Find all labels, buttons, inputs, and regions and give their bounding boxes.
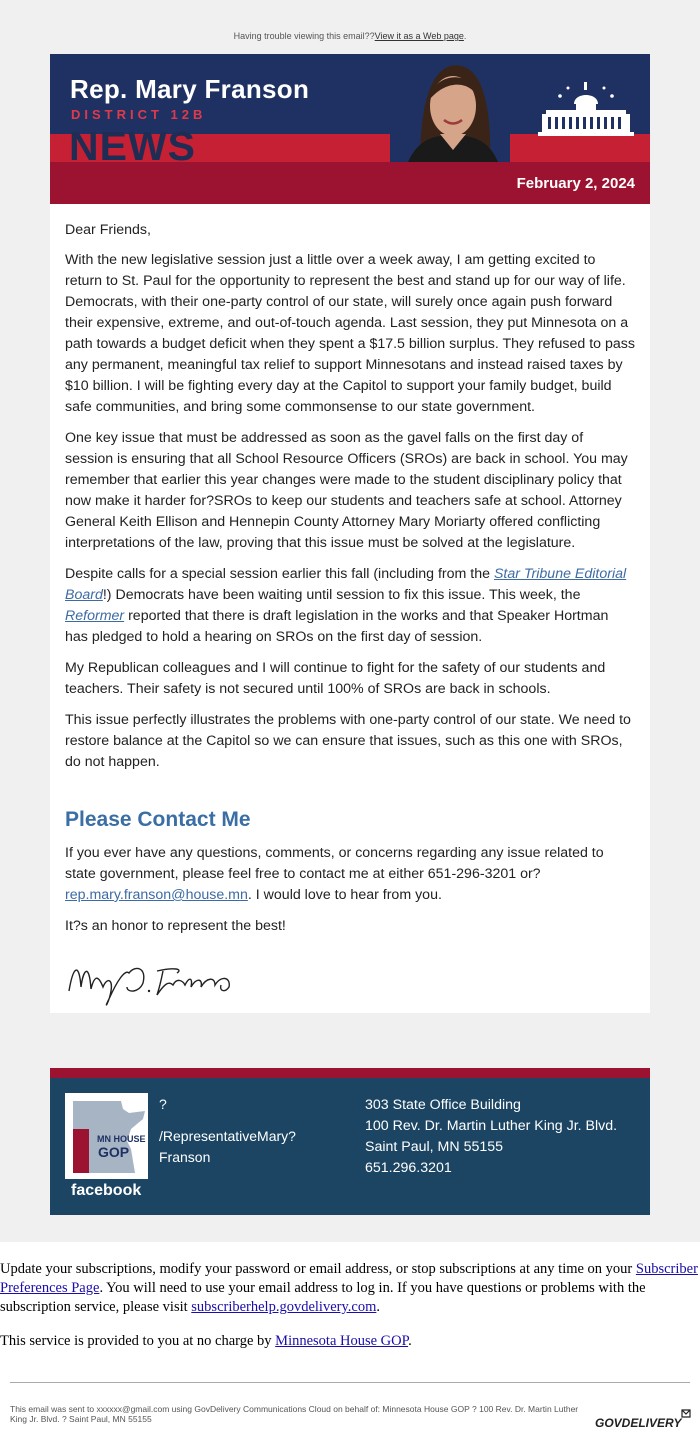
paragraph-one-party-control: This issue perfectly illustrates the problems with one-party control of our state. We need to restore balance at the Capitol so we can ensure that issues, such as this one with SROs, do not happen. — [65, 712, 631, 770]
office-address — [365, 1095, 617, 1179]
text-span: If you ever have any questions, comments, or concerns regarding any issue related to state government, please feel free to contact me at either 651-296-3201 or? — [65, 845, 604, 882]
text-span: . You will need to use your email address to log in. If you have questions or problems with the subscription service, please visit — [0, 1280, 646, 1315]
greeting: Dear Friends, — [65, 222, 151, 238]
paragraph-legislative-session: With the new legislative session just a little over a week away, I am getting excited to return to St. Paul for the opportunity to represent the best and stand up for our way of life. Democrats, with their one-party control of our state, will surely once again push forward their expensive, extreme, and out-of-touch agenda. Last session, they put Minnesota on a path towards a budget deficit when they spent a $17.5 billion surplus. They refused to pass any permanent, meaningful tax relief to support Minnesotans and instead raised taxes by $10 billion. I will be fighting every day at the Capitol to support your family budget, build safe communities, and bring some commonsense to our state government. — [65, 252, 635, 415]
banner-district: DISTRICT 12B — [71, 107, 207, 122]
subscription-info — [0, 1260, 700, 1351]
preheader-suffix: . — [463, 31, 467, 41]
newsletter-date: February 2, 2024 — [516, 175, 635, 192]
paragraph-republican-colleagues: My Republican colleagues and I will continue to fight for the safety of our students and teachers. Their safety is not secured until 100% of SROs are back in schools. — [65, 660, 606, 697]
sent-to-note: This email was sent to xxxxxx@gmail.com using GovDelivery Communications Cloud on behalf of: Minnesota House GOP ? 100 Rev. Dr. Martin Luther King Jr. Blvd. ? Saint Paul, MN 55155 — [10, 1404, 579, 1424]
logo-text-mn-house: MN HOUSE — [97, 1134, 146, 1144]
divider — [10, 1382, 690, 1383]
mn-house-gop-logo[interactable] — [65, 1093, 148, 1179]
reformer-link[interactable]: Reformer — [65, 608, 125, 624]
text-span: Update your subscriptions, modify your password or email address, or stop subscriptions at any time on your — [0, 1261, 636, 1277]
facebook-label[interactable]: facebook — [71, 1182, 142, 1199]
view-web-page-link[interactable]: View it as a Web page — [374, 31, 464, 41]
subscription-text — [0, 1260, 700, 1317]
subscriber-help-link[interactable]: subscriberhelp.govdelivery.com — [191, 1299, 377, 1315]
preheader — [0, 31, 700, 41]
address-line: Saint Paul, MN 55155 — [365, 1139, 504, 1155]
footer-panel — [50, 1078, 650, 1215]
banner-title: Rep. Mary Franson — [70, 74, 310, 104]
text-span: reported that there is draft legislation in the works and that Speaker Hortman has pledged to hold a hearing on SROs on the first day of session. — [65, 608, 609, 645]
banner-news: NEWS — [69, 123, 196, 169]
govdelivery-logo-text: GOVDELIVERY — [595, 1416, 682, 1430]
signature-image — [65, 947, 245, 1013]
service-text — [0, 1332, 700, 1351]
text-span: . I would love to hear from you. — [247, 887, 442, 903]
footer — [50, 1068, 650, 1215]
text-span: !) Democrats have been waiting until session to fix this issue. This week, the — [102, 587, 581, 603]
subscriber-preferences-link[interactable]: Subscriber Preferences Page — [0, 1261, 698, 1296]
email-container — [50, 54, 650, 1013]
govdelivery-logo[interactable] — [594, 1408, 692, 1432]
email-link[interactable]: rep.mary.franson@house.mn — [65, 887, 248, 903]
paragraph-special-session — [65, 564, 635, 648]
header-banner — [50, 54, 650, 204]
contact-heading: Please Contact Me — [65, 808, 251, 831]
facebook-icon-placeholder: ? — [159, 1096, 167, 1112]
star-tribune-link[interactable]: Star Tribune Editorial Board — [65, 566, 627, 603]
text-span: . — [376, 1299, 380, 1315]
address-line: 100 Rev. Dr. Martin Luther King Jr. Blvd. — [365, 1118, 618, 1134]
logo-text-gop: GOP — [98, 1144, 130, 1160]
paragraph-sros: One key issue that must be addressed as soon as the gavel falls on the first day of session is ensuring that all School Resource Officers (SROs) are back in school. You may remember that earlier this year changes were made to the student disciplinary policy that now make it harder for?SROs to keep our students and teachers safe at school. Attorney General Keith Ellison and Hennepin County Attorney Mary Moriarty offered conflicting interpretations of the law, proving that this issue must be solved at the legislature. — [65, 430, 628, 551]
phone-number: 651.296.3201 — [365, 1160, 452, 1176]
portrait-photo — [390, 54, 510, 162]
minnesota-house-gop-link[interactable]: Minnesota House GOP — [275, 1333, 409, 1349]
text-span: This service is provided to you at no charge by — [0, 1333, 276, 1349]
capitol-icon — [538, 80, 634, 136]
facebook-handle[interactable]: /RepresentativeMary?Franson — [159, 1128, 296, 1165]
paragraph-contact — [65, 843, 635, 906]
text-span: . — [408, 1333, 412, 1349]
closing-line: It?s an honor to represent the best! — [65, 918, 286, 934]
text-span: Despite calls for a special session earlier this fall (including from the — [65, 566, 494, 582]
preheader-text: Having trouble viewing this email?? — [233, 31, 375, 41]
address-line: 303 State Office Building — [365, 1097, 521, 1113]
email-body — [50, 204, 650, 1013]
